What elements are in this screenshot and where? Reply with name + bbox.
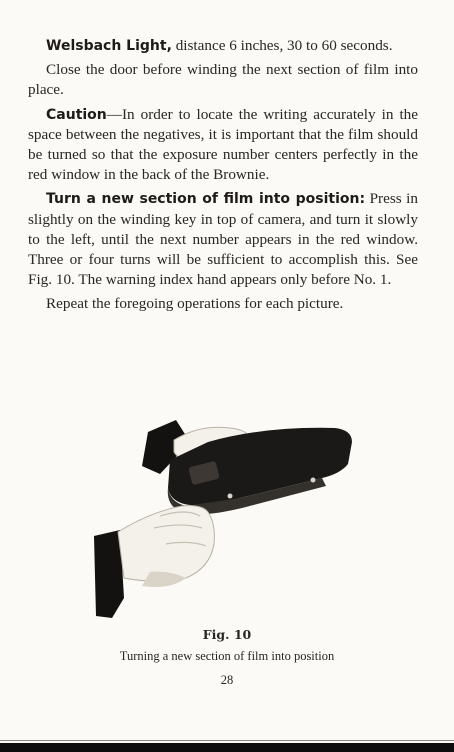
paragraph-lead: Turn a new section of film into position:: [46, 191, 366, 208]
page-bottom-edge: [0, 743, 454, 752]
paragraph-lead: Caution: [46, 106, 107, 123]
paragraph-body: distance 6 inches, 30 to 60 seconds.: [171, 37, 393, 54]
paragraph-body: Repeat the foregoing operations for each picture.: [46, 295, 344, 313]
camera-rivet: [228, 494, 233, 499]
paragraph-body: Press in slightly on the winding key in top of camera, and turn it slowly to the left, until the next number appears in the red window. Three or four turns will be sufficient to accomplish this. See Fig. 10. The warning index hand appears only before No. 1.: [28, 190, 418, 289]
page-number: 28: [220, 673, 234, 687]
paragraph-repeat: [28, 294, 418, 314]
body-text: [28, 36, 418, 319]
page-edge-line: [0, 740, 454, 741]
camera-illustration: [90, 412, 380, 624]
lower-hand: [118, 506, 214, 581]
figure-label: Fig. 10: [202, 627, 252, 642]
paragraph-close-door: [28, 60, 418, 100]
paragraph-body: —In order to locate the writing accurately in the space between the negatives, it is important that the film should be turned so that the exposure number centers perfectly in the red window in the back of the Brownie.: [28, 105, 418, 184]
figure-caption: Turning a new section of film into position: [119, 649, 335, 663]
camera-rivet: [311, 478, 316, 483]
paragraph-welsbach: [28, 36, 418, 56]
paragraph-lead: Welsbach Light,: [46, 38, 172, 54]
paragraph-turn-film: [28, 189, 418, 290]
paragraph-body: Close the door before winding the next section of film into place.: [28, 61, 418, 99]
paragraph-caution: [28, 105, 418, 186]
